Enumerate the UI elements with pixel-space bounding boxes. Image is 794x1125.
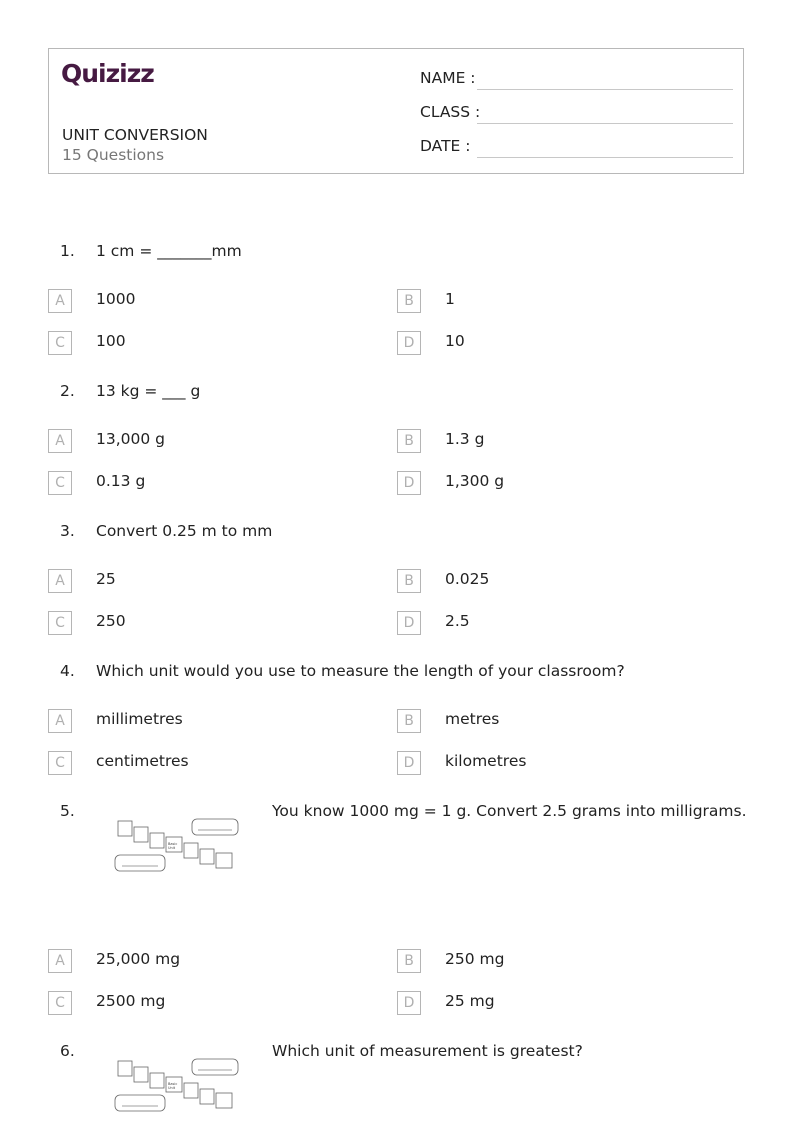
option-letter: A — [48, 949, 72, 973]
option-text: 1000 — [96, 290, 136, 308]
option-text: 250 mg — [445, 950, 505, 968]
option-text: 0.025 — [445, 570, 490, 588]
option-letter: B — [397, 289, 421, 313]
question-number: 5. — [60, 802, 75, 820]
question-text: Which unit would you use to measure the length of your classroom? — [96, 662, 625, 680]
question-count: 15 Questions — [62, 146, 165, 164]
svg-text:Unit: Unit — [168, 846, 176, 850]
option-text: kilometres — [445, 752, 527, 770]
metric-staircase-diagram — [112, 815, 242, 885]
class-field[interactable] — [477, 123, 733, 124]
option-text: 25 — [96, 570, 116, 588]
option-text: centimetres — [96, 752, 189, 770]
worksheet-title: UNIT CONVERSION — [62, 126, 208, 144]
option-letter: B — [397, 569, 421, 593]
worksheet-header — [48, 48, 744, 174]
option-letter: C — [48, 991, 72, 1015]
option-text: 1.3 g — [445, 430, 485, 448]
option-letter: C — [48, 471, 72, 495]
option-text: 1 — [445, 290, 455, 308]
option-letter: D — [397, 991, 421, 1015]
option-letter: A — [48, 289, 72, 313]
option-text: 100 — [96, 332, 126, 350]
question-text: 1 cm = _______mm — [96, 242, 242, 260]
option-text: 10 — [445, 332, 465, 350]
svg-text:Basic: Basic — [168, 1082, 178, 1086]
option-letter: B — [397, 429, 421, 453]
question-number: 4. — [60, 662, 75, 680]
option-letter: C — [48, 611, 72, 635]
class-label: CLASS : — [420, 103, 481, 121]
question-text: Convert 0.25 m to mm — [96, 522, 273, 540]
question-text: 13 kg = ___ g — [96, 382, 201, 400]
option-text: 0.13 g — [96, 472, 146, 490]
date-label: DATE : — [420, 137, 471, 155]
metric-staircase-diagram — [112, 1055, 242, 1125]
option-text: 25 mg — [445, 992, 495, 1010]
name-field[interactable] — [477, 89, 733, 90]
question-number: 3. — [60, 522, 75, 540]
option-letter: C — [48, 331, 72, 355]
option-text: metres — [445, 710, 500, 728]
quizizz-logo: Quizizz — [61, 59, 154, 88]
option-text: 2.5 — [445, 612, 470, 630]
option-text: 250 — [96, 612, 126, 630]
question-text: Which unit of measurement is greatest? — [272, 1042, 583, 1060]
option-letter: D — [397, 471, 421, 495]
option-letter: A — [48, 709, 72, 733]
question-number: 1. — [60, 242, 75, 260]
option-letter: C — [48, 751, 72, 775]
option-letter: B — [397, 949, 421, 973]
svg-text:Basic: Basic — [168, 842, 178, 846]
option-letter: B — [397, 709, 421, 733]
question-number: 2. — [60, 382, 75, 400]
date-field[interactable] — [477, 157, 733, 158]
option-letter: D — [397, 751, 421, 775]
svg-text:Unit: Unit — [168, 1086, 176, 1090]
question-number: 6. — [60, 1042, 75, 1060]
option-text: 2500 mg — [96, 992, 166, 1010]
name-label: NAME : — [420, 69, 476, 87]
question-text: You know 1000 mg = 1 g. Convert 2.5 grams into milligrams. — [272, 802, 747, 820]
option-letter: D — [397, 331, 421, 355]
option-letter: A — [48, 429, 72, 453]
option-text: 1,300 g — [445, 472, 505, 490]
option-text: 13,000 g — [96, 430, 166, 448]
option-text: 25,000 mg — [96, 950, 181, 968]
option-letter: D — [397, 611, 421, 635]
option-letter: A — [48, 569, 72, 593]
option-text: millimetres — [96, 710, 183, 728]
